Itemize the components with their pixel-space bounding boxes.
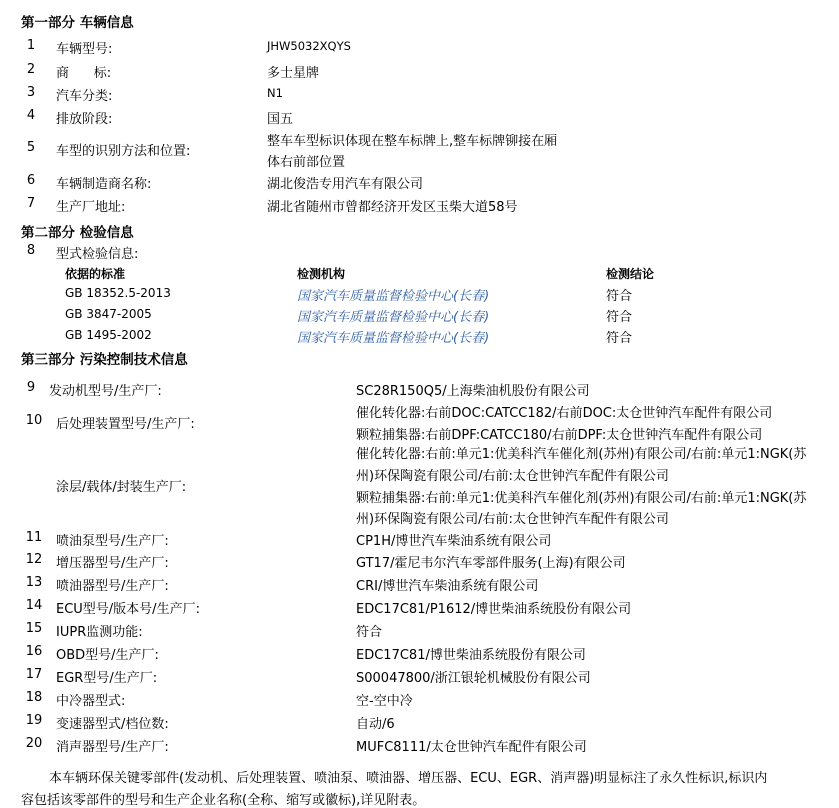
coating-line4: 州)环保陶瓷有限公司/右前:太仓世钟汽车配件有限公司 xyxy=(356,512,669,527)
row-number: 4 xyxy=(26,108,36,123)
factory-address-label: 生产厂地址: xyxy=(56,200,126,215)
vehicle-class-label: 汽车分类: xyxy=(56,89,113,104)
muffler-value: MUFC8111/太仓世钟汽车配件有限公司 xyxy=(356,740,587,755)
injection-pump-value: CP1H/博世汽车柴油系统有限公司 xyxy=(356,534,552,549)
identification-method-line2: 体右前部位置 xyxy=(267,155,346,170)
obd-value: EDC17C81/博世柴油系统股份有限公司 xyxy=(356,648,586,663)
injection-pump-label: 喷油泵型号/生产厂: xyxy=(56,534,169,549)
standard-header: 依据的标准 xyxy=(65,267,126,281)
intercooler-label: 中冷器型式: xyxy=(56,694,126,709)
manufacturer-value: 湖北俊浩专用汽车有限公司 xyxy=(267,177,424,192)
coating-line3: 颗粒捕集器:右前:单元1:优美科汽车催化剂(苏州)有限公司/右前:单元1:NGK(苏 xyxy=(356,491,807,506)
vehicle-model-value: JHW5032XQYS xyxy=(267,39,351,53)
identification-method-line1: 整车车型标识体现在整车标牌上,整车标牌铆接在厢 xyxy=(267,134,558,149)
row-number: 7 xyxy=(26,196,36,211)
iupr-value: 符合 xyxy=(356,625,383,640)
coating-label: 涂层/载体/封装生产厂: xyxy=(56,480,187,495)
row-number: 10 xyxy=(25,413,43,428)
identification-method-label: 车型的识别方法和位置: xyxy=(56,144,191,159)
obd-label: OBD型号/生产厂: xyxy=(56,648,159,663)
section3-title: 第三部分 污染控制技术信息 xyxy=(21,352,188,368)
ecu-label: ECU型号/版本号/生产厂: xyxy=(56,602,200,617)
aftertreatment-line1: 催化转化器:右前DOC:CATCC182/右前DOC:太仓世钟汽车配件有限公司 xyxy=(356,406,773,421)
row-number: 2 xyxy=(26,62,36,77)
footer-line2: 容包括该零部件的型号和生产企业名称(全称、缩写或徽标),详见附表。 xyxy=(21,793,426,808)
transmission-label: 变速器型式/档位数: xyxy=(56,717,169,732)
aftertreatment-line2: 颗粒捕集器:右前DPF:CATCC180/右前DPF:太仓世钟汽车配件有限公司 xyxy=(356,428,763,443)
ecu-value: EDC17C81/P1612/博世柴油系统股份有限公司 xyxy=(356,602,632,617)
vehicle-model-label: 车辆型号: xyxy=(56,42,113,57)
row-number: 14 xyxy=(25,598,43,613)
egr-value: S00047800/浙江银轮机械股份有限公司 xyxy=(356,671,591,686)
factory-address-value: 湖北省随州市曾都经济开发区玉柴大道58号 xyxy=(267,200,518,215)
turbocharger-label: 增压器型号/生产厂: xyxy=(56,556,169,571)
test-org: 国家汽车质量监督检验中心(长春) xyxy=(297,331,490,346)
engine-value: SC28R150Q5/上海柴油机股份有限公司 xyxy=(356,384,590,399)
test-result: 符合 xyxy=(606,310,633,325)
engine-label: 发动机型号/生产厂: xyxy=(49,384,162,399)
row-number: 13 xyxy=(25,575,43,590)
turbocharger-value: GT17/霍尼韦尔汽车零部件服务(上海)有限公司 xyxy=(356,556,626,571)
test-result: 符合 xyxy=(606,289,633,304)
emission-stage-label: 排放阶段: xyxy=(56,112,113,127)
muffler-label: 消声器型号/生产厂: xyxy=(56,740,169,755)
row-number: 12 xyxy=(25,552,43,567)
brand-label: 商 标: xyxy=(56,66,112,81)
vehicle-class-value: N1 xyxy=(267,86,283,100)
intercooler-value: 空-空中冷 xyxy=(356,694,413,709)
injector-label: 喷油器型号/生产厂: xyxy=(56,579,169,594)
test-org: 国家汽车质量监督检验中心(长春) xyxy=(297,310,490,325)
emission-stage-value: 国五 xyxy=(267,112,294,127)
test-standard: GB 1495-2002 xyxy=(65,328,152,342)
type-test-info-label: 型式检验信息: xyxy=(56,247,139,262)
row-number: 1 xyxy=(26,38,36,53)
coating-line2: 州)环保陶瓷有限公司/右前:太仓世钟汽车配件有限公司 xyxy=(356,469,669,484)
footer-line1: 本车辆环保关键零部件(发动机、后处理装置、喷油泵、喷油器、增压器、ECU、EGR、消声器)明显标注了永久性标识,标识内 xyxy=(49,771,768,786)
section1-title: 第一部分 车辆信息 xyxy=(21,15,134,31)
row-number: 3 xyxy=(26,85,36,100)
coating-line1: 催化转化器:右前:单元1:优美科汽车催化剂(苏州)有限公司/右前:单元1:NGK(苏 xyxy=(356,447,807,462)
row-number: 6 xyxy=(26,173,36,188)
manufacturer-label: 车辆制造商名称: xyxy=(56,177,152,192)
row-number: 8 xyxy=(26,243,36,258)
test-result: 符合 xyxy=(606,331,633,346)
test-org: 国家汽车质量监督检验中心(长春) xyxy=(297,289,490,304)
aftertreatment-label: 后处理装置型号/生产厂: xyxy=(56,417,195,432)
row-number: 11 xyxy=(25,530,43,545)
row-number: 17 xyxy=(25,667,43,682)
row-number: 18 xyxy=(25,690,43,705)
row-number: 19 xyxy=(25,713,43,728)
iupr-label: IUPR监测功能: xyxy=(56,625,143,640)
egr-label: EGR型号/生产厂: xyxy=(56,671,158,686)
brand-value: 多士星牌 xyxy=(267,66,320,81)
injector-value: CRI/博世汽车柴油系统有限公司 xyxy=(356,579,539,594)
result-header: 检测结论 xyxy=(606,267,655,281)
test-standard: GB 3847-2005 xyxy=(65,307,152,321)
section2-title: 第二部分 检验信息 xyxy=(21,225,134,241)
org-header: 检测机构 xyxy=(297,267,346,281)
row-number: 16 xyxy=(25,644,43,659)
row-number: 9 xyxy=(26,380,36,395)
row-number: 5 xyxy=(26,140,36,155)
row-number: 15 xyxy=(25,621,43,636)
test-standard: GB 18352.5-2013 xyxy=(65,286,171,300)
transmission-value: 自动/6 xyxy=(356,717,395,732)
row-number: 20 xyxy=(25,736,43,751)
